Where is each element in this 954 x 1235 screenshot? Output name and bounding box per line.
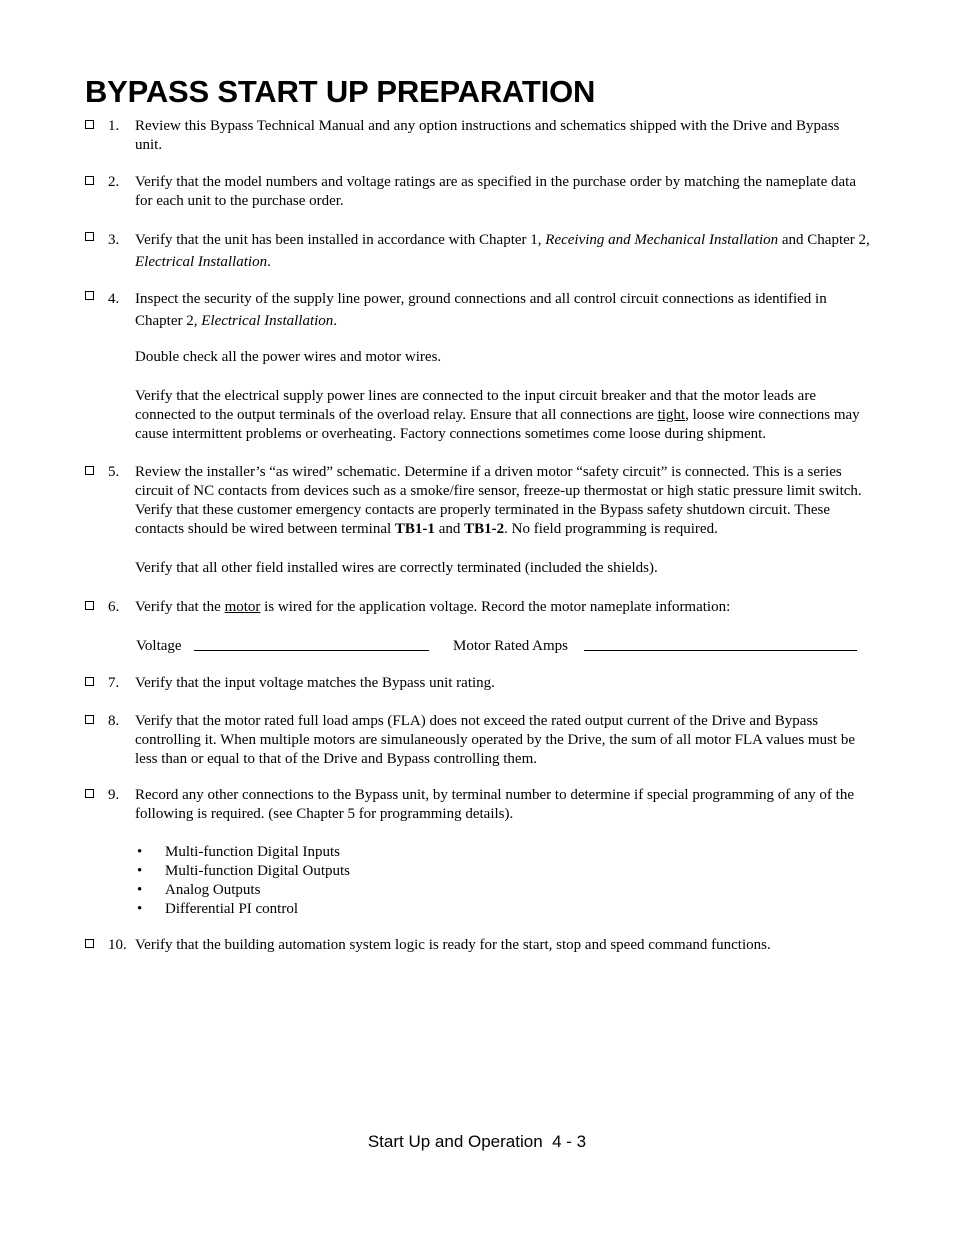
checkbox-icon[interactable]	[85, 601, 94, 610]
text-segment: Verify that the electrical supply power lines are connected to the input circuit breaker and that the motor leads are connected to the output terminals of the overload relay. Ensure that all connections are	[135, 388, 816, 423]
chapter-title: Electrical Installation	[201, 313, 334, 329]
text-segment: Verify that the	[135, 599, 225, 615]
checkbox-icon[interactable]	[85, 176, 94, 185]
chapter-title: Electrical Installation	[135, 254, 268, 270]
list-item-label: Multi-function Digital Outputs	[165, 863, 350, 879]
checkbox-icon[interactable]	[85, 677, 94, 686]
programming-bullet-list	[135, 843, 735, 919]
item-text: Record any other connections to the Bypass unit, by terminal number to determine if special programming of any of the following is required. (see Chapter 5 for programming details).	[135, 787, 854, 822]
item-4-paragraph-2	[135, 387, 870, 444]
checkbox-icon[interactable]	[85, 466, 94, 475]
terminal-label: TB1-1	[394, 521, 435, 537]
text-segment: .	[333, 313, 338, 329]
item-text: Verify that the building automation system logic is ready for the start, stop and speed command functions.	[135, 937, 771, 953]
item-text: Verify that the input voltage matches the Bypass unit rating.	[135, 675, 495, 691]
item-number: 1.	[108, 118, 120, 134]
text-segment: is wired for the application voltage. Record the motor nameplate information:	[260, 599, 731, 615]
motor-rated-amps-label: Motor Rated Amps	[453, 638, 568, 654]
emphasis: tight	[657, 407, 686, 423]
item-number: 6.	[108, 599, 120, 615]
bullet-icon: •	[137, 844, 143, 860]
item-number: 10.	[108, 937, 127, 953]
list-item	[135, 862, 735, 881]
bullet-icon: •	[137, 863, 143, 879]
list-item-label: Analog Outputs	[165, 882, 261, 898]
checkbox-icon[interactable]	[85, 232, 94, 241]
item-number: 8.	[108, 713, 120, 729]
checkbox-icon[interactable]	[85, 715, 94, 724]
motor-rated-amps-field[interactable]	[584, 637, 857, 657]
checkbox-icon[interactable]	[85, 291, 94, 300]
checkbox-icon[interactable]	[85, 120, 94, 129]
item-text: Verify that the model numbers and voltage ratings are as specified in the purchase order by matching the nameplate data for each unit to the purchase order.	[135, 174, 856, 209]
item-number: 4.	[108, 291, 120, 307]
list-item	[135, 900, 735, 919]
text-segment: , loose wire connections may cause intermittent problems or overheating. Factory connections sometimes come loose during shipment.	[135, 407, 860, 442]
item-number: 3.	[108, 232, 120, 248]
item-text: Review this Bypass Technical Manual and any option instructions and schematics shipped with the Drive and Bypass unit.	[135, 118, 840, 153]
page-footer: Start Up and Operation 4 - 3	[367, 1132, 587, 1151]
item-5-paragraph: Verify that all other field installed wires are correctly terminated (included the shields).	[135, 560, 658, 576]
item-text	[135, 288, 870, 332]
voltage-label: Voltage	[136, 638, 182, 654]
list-item-label: Differential PI control	[165, 901, 299, 917]
list-item-label: Multi-function Digital Inputs	[165, 844, 340, 860]
item-number: 2.	[108, 174, 120, 190]
checkbox-icon[interactable]	[85, 789, 94, 798]
bullet-icon: •	[137, 901, 143, 917]
text-segment: Verify that the unit has been installed in accordance with Chapter 1,	[135, 232, 546, 248]
emphasis: motor	[224, 599, 261, 615]
text-segment: and Chapter 2,	[778, 232, 870, 248]
list-item	[135, 881, 735, 900]
terminal-label: TB1-2	[464, 521, 505, 537]
list-item	[135, 843, 735, 862]
text-segment: Review the installer’s “as wired” schematic. Determine if a driven motor “safety circuit” is connected. This is a series circuit of NC contacts from devices such as a smoke/fire sensor, freeze-up thermostat or high static pressure limit switch. Verify that these customer emergency contacts are properly terminated in the Bypass safety shutdown circuit. These contacts should be wired between terminal	[135, 464, 862, 537]
text-segment: and	[434, 521, 465, 537]
text-segment: Inspect the security of the supply line power, ground connections and all control circuit connections as identified in Chapter 2,	[135, 291, 827, 329]
checkbox-icon[interactable]	[85, 939, 94, 948]
item-4-paragraph-1: Double check all the power wires and motor wires.	[135, 349, 442, 365]
chapter-title: Receiving and Mechanical Installation	[545, 232, 779, 248]
item-number: 9.	[108, 787, 120, 803]
item-text	[135, 463, 870, 539]
bullet-icon: •	[137, 882, 143, 898]
voltage-field[interactable]	[194, 637, 429, 657]
page-title: BYPASS START UP PREPARATION	[85, 74, 596, 109]
item-text: Verify that the motor rated full load amps (FLA) does not exceed the rated output current of the Drive and Bypass controlling it. When multiple motors are simulaneously operated by the Drive, the sum of all motor FLA values must be less than or equal to that of the Drive and Bypass controlling them.	[135, 713, 856, 767]
text-segment: . No field programming is required.	[504, 521, 718, 537]
text-segment: .	[267, 254, 271, 270]
item-number: 5.	[108, 464, 120, 480]
item-number: 7.	[108, 675, 120, 691]
item-text	[135, 229, 870, 273]
item-text	[135, 598, 870, 617]
